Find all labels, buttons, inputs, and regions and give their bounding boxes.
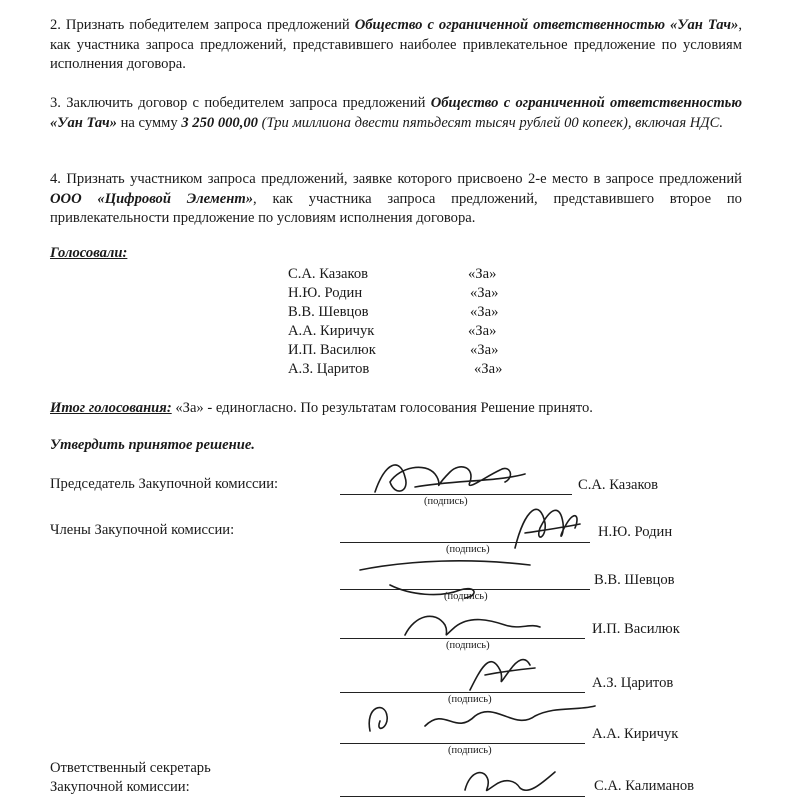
signature-caption: (подпись): [446, 640, 490, 651]
watermark: [105, 0, 741, 607]
signatory-vasilyuk: И.П. Василюк: [592, 621, 680, 637]
chairman-label: Председатель Закупочной комиссии:: [50, 476, 279, 492]
signature-shevtsov: [350, 550, 550, 600]
signature-caption: (подпись): [446, 544, 490, 555]
p2-suffix: , как участника запроса предложений, представившего наиболее привлекательное предложение по условиям исполнения договора.: [50, 17, 743, 72]
voter-name: А.З. Царитов: [288, 361, 370, 377]
secretary-label-1: Ответственный секретарь: [50, 760, 211, 776]
signature-caption: (подпись): [448, 694, 492, 705]
members-label: Члены Закупочной комиссии:: [50, 522, 235, 538]
voter-name: Н.Ю. Родин: [288, 285, 363, 301]
paragraph-3: [50, 94, 742, 133]
voting-heading: Голосовали:: [50, 245, 128, 261]
approve-decision: Утвердить принятое решение.: [50, 437, 255, 453]
signatory-shevtsov: В.В. Шевцов: [594, 572, 675, 588]
voter-name: А.А. Киричук: [288, 323, 375, 339]
p3-company: Общество с ограниченной ответственностью «Уан Тач»: [50, 95, 742, 131]
signature-caption: (подпись): [448, 745, 492, 756]
p3-vat: включая НДС.: [631, 114, 723, 131]
paragraph-2: [50, 16, 742, 75]
signature-rodin: [505, 488, 585, 558]
voter-vote: «За»: [470, 342, 499, 358]
voter-name: И.П. Василюк: [288, 342, 376, 358]
voter-name: В.В. Шевцов: [288, 304, 369, 320]
p4-company: ООО «Цифровой Элемент»: [50, 190, 253, 207]
voter-vote: «За»: [468, 266, 497, 282]
p3-mid: на сумму: [116, 114, 182, 131]
secretary-label-2: Закупочной комиссии:: [50, 779, 190, 795]
p2-company: Общество с ограниченной ответственностью «Уан Тач»: [354, 17, 739, 33]
signatory-tsaritov: А.З. Царитов: [592, 675, 674, 691]
voting-result: [50, 400, 593, 417]
p4-prefix: 4. Признать участником запроса предложений, заявке которого присвоено 2-е место в запросе предложений: [50, 171, 742, 187]
p3-amount: 3 250 000,00: [181, 114, 258, 131]
signature-vasilyuk: [395, 605, 545, 645]
signatory-rodin: Н.Ю. Родин: [598, 524, 673, 540]
voting-result-label: Итог голосования:: [50, 400, 172, 416]
signatory-kazakov: С.А. Казаков: [578, 477, 659, 493]
paragraph-4: [50, 170, 742, 229]
signature-kirichuk: [355, 686, 605, 746]
voter-name: С.А. Казаков: [288, 266, 369, 282]
voter-vote: «За»: [474, 361, 503, 377]
signatory-kirichuk: А.А. Киричук: [592, 726, 679, 742]
signature-caption: (подпись): [424, 496, 468, 507]
voter-vote: «За»: [468, 323, 497, 339]
signatory-kalimanov: С.А. Калиманов: [594, 778, 695, 794]
signature-kalimanov: [450, 760, 570, 800]
signature-caption: (подпись): [444, 591, 488, 602]
voting-result-text: «За» - единогласно. По результатам голосования Решение принято.: [171, 400, 593, 416]
p4-suffix: , как участника запроса предложений, представившего второе по привлекательности предложение по условиям исполнения договора.: [50, 190, 742, 226]
voter-vote: «За»: [470, 304, 499, 320]
p3-amount-words: (Три миллиона двести пятьдесят тысяч рублей 00 копеек),: [257, 114, 632, 131]
voter-vote: «За»: [470, 285, 499, 301]
p3-prefix: 3. Заключить договор с победителем запроса предложений: [50, 95, 431, 111]
p2-prefix: 2. Признать победителем запроса предложений: [50, 17, 355, 33]
